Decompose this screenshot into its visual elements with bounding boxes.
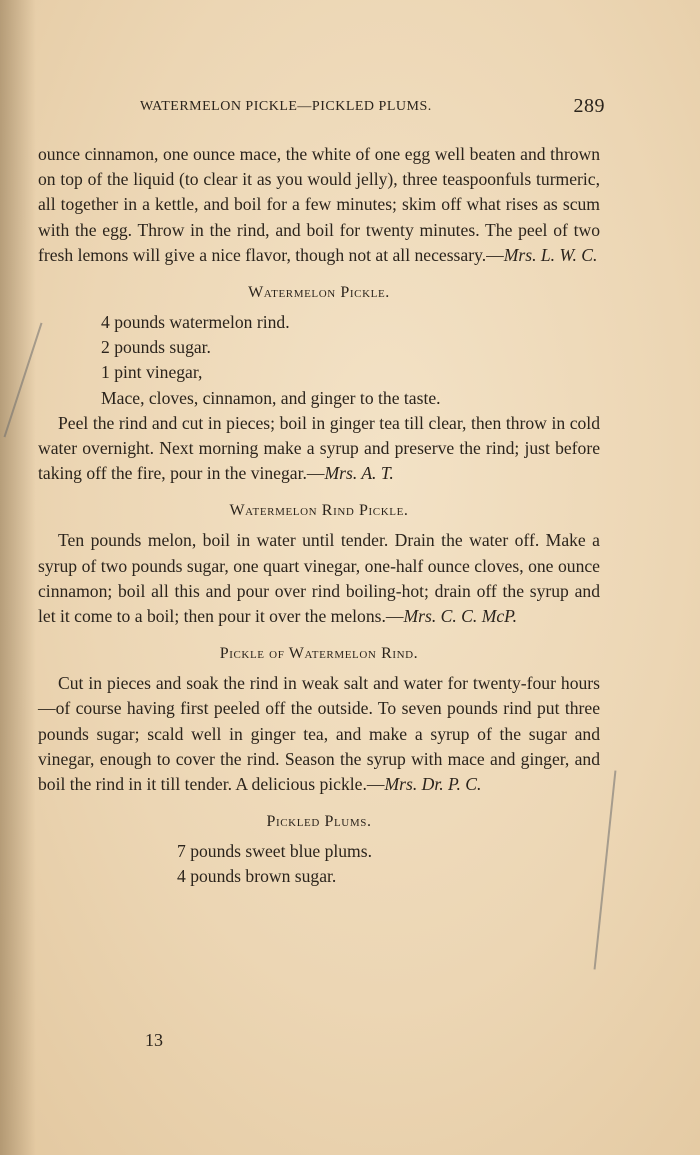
recipe-title-watermelon-pickle: Watermelon Pickle. bbox=[248, 284, 390, 302]
recipe-paragraph bbox=[38, 528, 600, 629]
recipe-title-watermelon-rind-pickle: Watermelon Rind Pickle. bbox=[229, 502, 409, 520]
recipe-signature: Mrs. Dr. P. C. bbox=[384, 774, 482, 795]
signature-mark: 13 bbox=[145, 1030, 163, 1050]
ingredient-line: 7 pounds sweet blue plums. bbox=[177, 841, 372, 862]
intro-text: ounce cinnamon, one ounce mace, the white of one egg well beaten and thrown on top of the liquid (to clear it as you would jelly), three teaspoonfuls turmeric, all together in a kettle, and boil for a few minutes; skim off what rises as scum with the egg. Throw in the rind, and boil for twenty minutes. The peel of two fresh lemons will give a nice flavor, though not at all necessary.— bbox=[38, 144, 600, 265]
recipe-title-pickle-of-watermelon-rind: Pickle of Watermelon Rind. bbox=[219, 645, 419, 663]
recipe-text: Cut in pieces and soak the rind in weak salt and water for twenty-four hours—of course having first peeled off the outside. To seven pounds rind put three pounds sugar; scald well in ginger tea, and make a syrup of the sugar and vinegar, enough to cover the rind. Season the syrup with mace and ginger, and boil the rind in it till tender. A delicious pickle.— bbox=[38, 673, 600, 795]
recipe-title-pickled-plums: Pickled Plums. bbox=[266, 813, 372, 831]
recipe-paragraph bbox=[38, 671, 600, 797]
intro-paragraph bbox=[38, 142, 600, 268]
ingredient-line: 4 pounds watermelon rind. bbox=[101, 312, 290, 333]
recipe-text: Ten pounds melon, boil in water until tender. Drain the water off. Make a syrup of two pounds sugar, one quart vinegar, one-half ounce cloves, one ounce cinnamon; boil all this and pour over rind boiling-hot; drain off the syrup and let it come to a boil; then pour it over the melons.— bbox=[38, 530, 600, 627]
ingredient-line: 2 pounds sugar. bbox=[101, 337, 211, 358]
recipe-signature: Mrs. C. C. McP. bbox=[403, 606, 518, 627]
recipe-paragraph bbox=[38, 411, 600, 487]
running-title: WATERMELON PICKLE—PICKLED PLUMS. bbox=[140, 99, 432, 114]
page-body bbox=[38, 142, 600, 890]
recipe-text: Peel the rind and cut in pieces; boil in ginger tea till clear, then throw in cold water overnight. Next morning make a syrup and preserve the rind; just before taking off the fire, pour in the vinegar.— bbox=[38, 412, 600, 484]
ingredient-line: 1 pint vinegar, bbox=[101, 362, 203, 383]
recipe-signature: Mrs. A. T. bbox=[324, 463, 394, 484]
page-number: 289 bbox=[573, 95, 605, 117]
ingredient-line: Mace, cloves, cinnamon, and ginger to the taste. bbox=[101, 387, 441, 408]
page-gutter-shadow bbox=[0, 0, 36, 1155]
ingredient-line: 4 pounds brown sugar. bbox=[177, 866, 337, 887]
intro-signature: Mrs. L. W. C. bbox=[503, 244, 598, 265]
